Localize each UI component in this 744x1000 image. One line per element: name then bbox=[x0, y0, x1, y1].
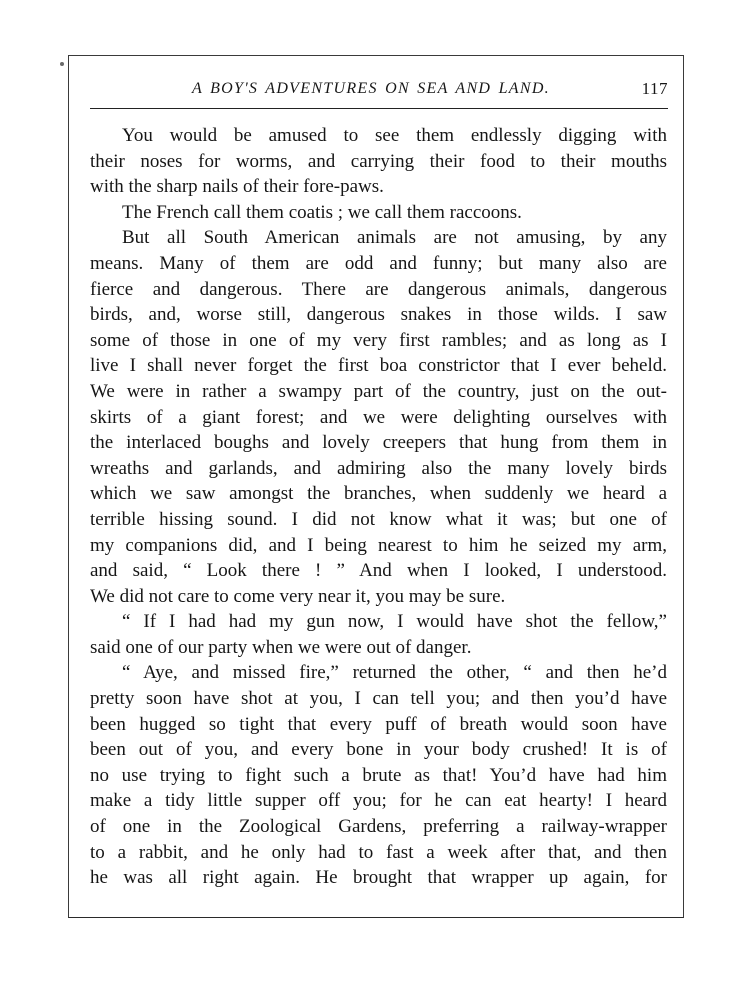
margin-speck bbox=[60, 62, 64, 66]
text-line: said one of our party when we were out of danger. bbox=[90, 636, 472, 658]
text-line: birds, and, worse still, dangerous snakes in those wilds. I saw bbox=[90, 304, 667, 326]
text-line: You would be amused to see them endlessly digging with bbox=[122, 125, 667, 146]
text-line: no use trying to fight such a brute as that! You’d have had him bbox=[90, 764, 667, 786]
text-line: The French call them coatis ; we call them raccoons. bbox=[122, 201, 522, 223]
text-line: my companions did, and I being nearest to him he seized my arm, bbox=[90, 534, 667, 556]
text-line: their noses for worms, and carrying their food to their mouths bbox=[90, 150, 667, 172]
text-line: fierce and dangerous. There are dangerous animals, dangerous bbox=[90, 278, 667, 300]
running-title: A BOY'S ADVENTURES ON SEA AND LAND. bbox=[192, 80, 550, 97]
text-line: live I shall never forget the first boa constrictor that I ever beheld. bbox=[90, 355, 667, 377]
text-line: “ Aye, and missed fire,” returned the other, “ and then he’d bbox=[122, 662, 667, 684]
running-header bbox=[90, 80, 668, 102]
page-number: 117 bbox=[641, 79, 668, 98]
text-line: “ If I had had my gun now, I would have shot the fellow,” bbox=[122, 611, 667, 633]
text-line: wreaths and garlands, and admiring also the many lovely birds bbox=[90, 457, 667, 479]
text-line: means. Many of them are odd and funny; but many also are bbox=[90, 252, 667, 274]
text-line: make a tidy little supper off you; for he can eat hearty! I heard bbox=[90, 790, 667, 812]
text-line: to a rabbit, and he only had to fast a week after that, and then bbox=[90, 841, 667, 863]
text-line: which we saw amongst the branches, when suddenly we heard a bbox=[90, 483, 667, 505]
text-line: pretty soon have shot at you, I can tell you; and then you’d have bbox=[90, 688, 667, 710]
text-line: with the sharp nails of their fore-paws. bbox=[90, 176, 384, 198]
text-line: We were in rather a swampy part of the country, just on the out- bbox=[90, 380, 667, 402]
text-line: We did not care to come very near it, you may be sure. bbox=[90, 585, 506, 607]
text-line: been out of you, and every bone in your body crushed! It is of bbox=[90, 739, 667, 761]
text-line: terrible hissing sound. I did not know what it was; but one of bbox=[90, 508, 667, 530]
header-rule bbox=[90, 108, 668, 109]
text-line: and said, “ Look there ! ” And when I looked, I understood. bbox=[90, 560, 667, 582]
body-text bbox=[90, 123, 667, 891]
text-line: But all South American animals are not amusing, by any bbox=[122, 227, 667, 249]
text-line: of one in the Zoological Gardens, preferring a railway-wrapper bbox=[90, 816, 667, 838]
text-line: skirts of a giant forest; and we were delighting ourselves with bbox=[90, 406, 667, 428]
text-line: the interlaced boughs and lovely creepers that hung from them in bbox=[90, 432, 667, 454]
text-line: he was all right again. He brought that wrapper up again, for bbox=[90, 867, 667, 889]
text-line: been hugged so tight that every puff of breath would soon have bbox=[90, 713, 667, 735]
text-line: some of those in one of my very first rambles; and as long as I bbox=[90, 329, 667, 351]
